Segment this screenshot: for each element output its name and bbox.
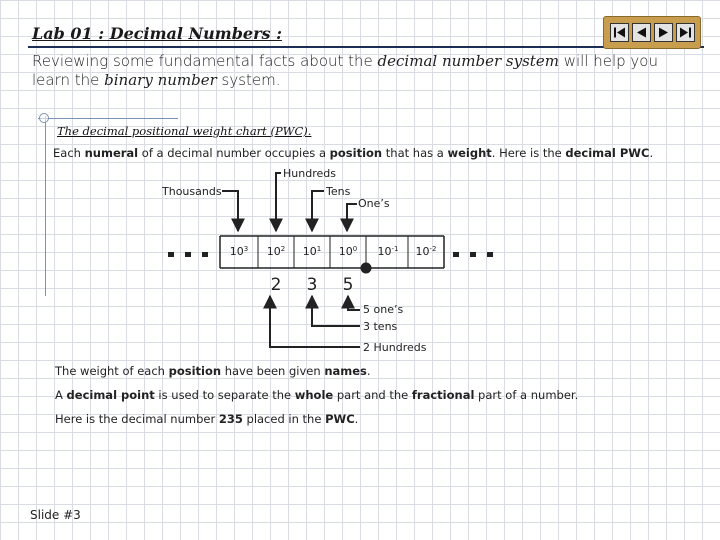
keyword: fractional [411,388,475,402]
placed-number-sentence [55,412,358,426]
keyword: position [329,146,383,160]
ellipsis-dot [168,252,174,257]
weight-cell [416,245,437,258]
weight-cell [230,245,248,258]
weight-base: 10 [415,245,430,258]
ellipsis-dot [185,252,191,257]
decimal-point-dot [361,263,372,274]
weight-base: 10 [338,245,353,258]
keyword: names [324,364,367,378]
intro-text: system. [216,71,281,89]
weight-cell [303,245,321,258]
weight-exponent: -2 [429,245,437,253]
label-thousands: Thousands [162,185,222,198]
intro-text: will help you learn the [32,52,658,89]
intro-emphasis: binary number [104,71,217,89]
weight-exponent: 1 [316,245,322,253]
text: The weight of each [55,364,169,378]
slide-title: Lab 01 : Decimal Numbers : [32,24,282,43]
names-sentence [55,364,371,378]
weight-exponent: -1 [391,245,399,253]
keyword: 235 [218,412,243,426]
bracket-ones [348,296,360,310]
weight-chart [168,236,493,274]
annotation-ones: 5 one’s [363,303,404,316]
keyword: decimal PWC [565,146,650,160]
text: A [55,388,67,402]
weight-base: 10 [302,245,317,258]
keyword: position [168,364,222,378]
intro-text: Reviewing some fundamental facts about the [32,52,378,70]
weight-cell [339,245,357,258]
pwc-heading: The decimal positional weight chart (PWC). [57,124,312,138]
weight-cell [267,245,285,258]
text: of a decimal number occupies a [138,146,330,160]
keyword: numeral [84,146,139,160]
arrow-thousands [222,191,238,231]
keyword: PWC [325,412,355,426]
text: part of a number. [474,388,579,402]
weight-base: 10 [229,245,244,258]
ellipsis-dot [202,252,208,257]
text: . [354,412,359,426]
weight-exponent: 0 [352,245,358,253]
weight-exponent: 2 [280,245,286,253]
text: part and the [333,388,412,402]
text: . [366,364,371,378]
annotation-hundreds: 2 Hundreds [363,341,427,354]
arrow-hundreds [276,173,281,231]
text: is used to separate the [154,388,295,402]
weight-base: 10 [266,245,281,258]
arrow-ones [347,204,357,231]
label-ones: One’s [358,197,390,210]
bracket-hundreds [270,296,360,347]
label-hundreds: Hundreds [283,167,336,180]
weight-exponent: 3 [243,245,249,253]
weight-cell [378,245,399,258]
slide-number: Slide #3 [30,508,81,522]
decimal-point-sentence [55,388,578,402]
text: that has a [382,146,448,160]
ellipsis-dot [487,252,493,257]
text: Each [53,146,85,160]
arrow-tens [312,191,324,231]
ellipsis-dot [470,252,476,257]
weight-base: 10 [377,245,392,258]
keyword: weight [447,146,492,160]
text: have been given [221,364,325,378]
ellipsis-dot [453,252,459,257]
intro-emphasis: decimal number system [377,52,559,70]
digit-ones: 5 [342,275,354,295]
keyword: decimal point [66,388,155,402]
text: placed in the [242,412,326,426]
text: . [649,146,654,160]
keyword: whole [294,388,334,402]
digit-tens: 3 [306,275,318,295]
text: Here is the decimal number [55,412,219,426]
label-tens: Tens [326,185,351,198]
annotation-tens: 3 tens [363,320,398,333]
text: . Here is the [491,146,566,160]
digit-hundreds: 2 [270,275,282,295]
